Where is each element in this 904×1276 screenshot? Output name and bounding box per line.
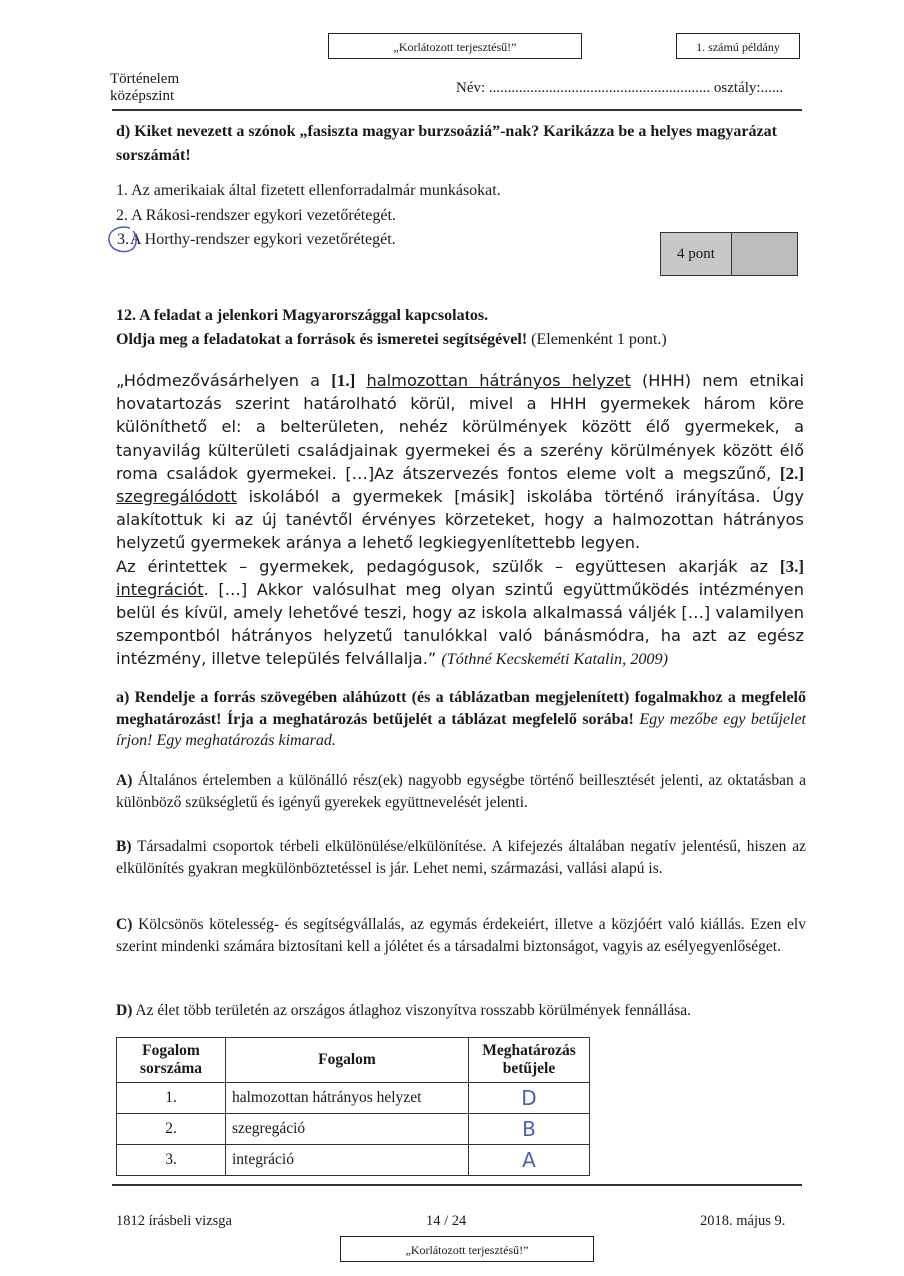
definition-a: A) Általános értelemben a különálló rész(ek) nagyobb egységbe történő beillesztését jelenti, az oktatásban a különböző szükségletű és igényű gyerekek együttnevelését jelenti.	[116, 772, 806, 811]
row-number: 2.	[117, 1114, 226, 1145]
source-text	[116, 369, 804, 672]
option-2: 2. A Rákosi-rendszer egykori vezetőrétegét.	[116, 207, 396, 224]
subject-level: középszint	[110, 88, 175, 104]
copy-number-box: 1. számú példány	[676, 33, 800, 59]
header-rule	[112, 109, 802, 111]
header-number: Fogalom sorszáma	[117, 1038, 226, 1083]
option-1: 1. Az amerikaiak által fizetett ellenforradalmár munkásokat.	[116, 182, 501, 199]
answer-table	[116, 1037, 590, 1176]
source-paragraph-1: „Hódmezővásárhelyen a [1.] halmozottan hátrányos helyzet (HHH) nem etnikai hovatartozás szerint határolható körül, mivel a HHH gyermekek három köre különíthető el: a belterületen, nehéz körülmények között élő gyermekek, a tanyavilág külterületi családjainak gyermekei és a szerény körülmények között élő roma családok gyermekei. […]Az átszervezés fontos eleme volt a megszűnő, [2.] szegregálódott iskolából a gyermekek [másik] iskolába történő irányítása. Úgy alakítottuk ki az új tanévtől érvényes körzeteket, hogy a halmozottan hátrányos helyzetű gyermekek aránya a lehető legkiegyenlítettebb legyen.	[116, 371, 804, 553]
score-label: 4 pont	[661, 233, 732, 275]
row-term: halmozottan hátrányos helyzet	[226, 1083, 469, 1114]
name-class-field: Név: ........................................................... osztály:......	[456, 80, 784, 96]
definition-d: D) Az élet több területén az országos átlaghoz viszonyítva rosszabb körülmények fennállása.	[116, 1002, 692, 1019]
underlined-term-3: integrációt	[116, 579, 204, 599]
subject-label	[110, 71, 179, 105]
table-row	[117, 1145, 590, 1176]
table-header-row	[117, 1038, 590, 1083]
page-number: 14 / 24	[426, 1213, 467, 1229]
question-a	[116, 687, 806, 752]
restricted-stamp-bottom: „Korlátozott terjesztésű!”	[340, 1236, 594, 1262]
row-number: 3.	[117, 1145, 226, 1176]
footer-rule	[112, 1184, 802, 1186]
row-number: 1.	[117, 1083, 226, 1114]
option-3: 3. A Horthy-rendszer egykori vezetőrétegét.	[116, 228, 396, 252]
header-answer: Meghatározás betűjele	[469, 1038, 590, 1083]
row-answer-field[interactable]: A	[469, 1145, 590, 1176]
table-row	[117, 1083, 590, 1114]
question-a-instruction: Egy mezőbe egy betűjelet írjon! Egy meghatározás kimarad.	[116, 710, 806, 749]
source-citation: (Tóthné Kecskeméti Katalin, 2009)	[441, 650, 668, 669]
question-a-title: a) Rendelje a forrás szövegében aláhúzott (és a táblázatban megjelenített) fogalmakhoz a megfelelő meghatározást! Írja a meghatározás betűjelét a táblázat megfelelő sorába!	[116, 689, 806, 728]
subject-name: Történelem	[110, 71, 180, 87]
row-answer-field[interactable]: D	[469, 1083, 590, 1114]
row-answer-field[interactable]: B	[469, 1114, 590, 1145]
exam-date: 2018. május 9.	[700, 1213, 786, 1229]
definition-c: C) Kölcsönös kötelesség- és segítségvállalás, az egymás érdekeiért, illetve a közjóért való kiállás. Ezen elv szerint mindenki számára biztosítani kell a jólétet és a társadalmi biztonságot, vagyis az esélyegyenlőséget.	[116, 916, 806, 955]
restricted-stamp-top: „Korlátozott terjesztésű!”	[328, 33, 582, 59]
underlined-term-1: halmozottan hátrányos helyzet	[366, 371, 631, 390]
exam-code: 1812 írásbeli vizsga	[116, 1213, 232, 1229]
definition-b: B) Társadalmi csoportok térbeli elkülönülése/elkülönítése. A kifejezés általában negatív jelentésű, hiszen az elkülönítés gyakran megkülönböztetéssel is jár. Lehet nemi, származási, vallási alapú is.	[116, 838, 806, 877]
source-paragraph-2: Az érintettek – gyermekek, pedagógusok, szülők – együttesen akarják az [3.] integrációt. […] Akkor valósulhat meg olyan szintű együttműködés intézményen belül és kívül, amely lehetővé teszi, hogy az iskola alkalmassá váljék […] valamilyen szempontból hátrányos helyzetű tanulókkal való bánásmódra, ha azt az egész intézmény, illetve település felvállalja.” (Tóthné Kecskeméti Katalin, 2009)	[116, 556, 804, 669]
header-term: Fogalom	[226, 1038, 469, 1083]
question-d-title: d) Kiket nevezett a szónok „fasiszta magyar burzsoáziá”-nak? Karikázza be a helyes magyarázat sorszámát!	[116, 123, 777, 164]
underlined-term-2: szegregálódott	[116, 487, 237, 507]
circled-answer: 3.	[116, 228, 130, 252]
row-term: szegregáció	[226, 1114, 469, 1145]
hand-circle-mark	[106, 225, 140, 255]
score-entry-cell	[732, 233, 797, 275]
table-row	[117, 1114, 590, 1145]
score-box	[660, 232, 798, 276]
task12-title: 12. A feladat a jelenkori Magyarországgal kapcsolatos.	[116, 307, 489, 324]
task12-subtitle: Oldja meg a feladatokat a források és ismeretei segítségével! (Elemenként 1 pont.)	[116, 331, 667, 348]
row-term: integráció	[226, 1145, 469, 1176]
